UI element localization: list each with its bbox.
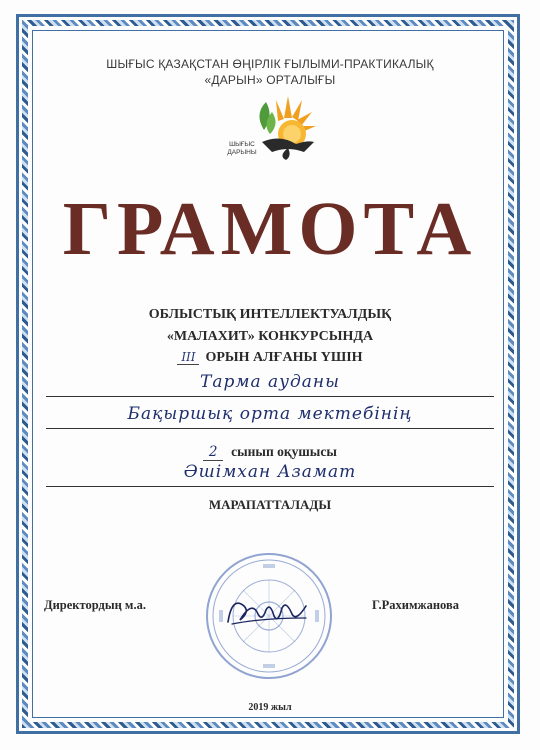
organization-line-1: ШЫҒЫС ҚАЗАҚСТАН ӨҢІРЛІК ҒЫЛЫМИ-ПРАКТИКАЛЫҚ — [106, 57, 434, 71]
contest-line-1: ОБЛЫСТЫҚ ИНТЕЛЛЕКТУАЛДЫҚ — [148, 307, 392, 322]
grade-text: сынып оқушысы — [231, 444, 337, 459]
district-underline — [46, 396, 494, 397]
contest-line-2: «МАЛАХИТ» КОНКУРСЫНДА — [166, 329, 374, 344]
issue-year: 2019 жыл — [248, 702, 292, 713]
place-row — [0, 350, 540, 366]
district-handwritten: Тарма ауданы — [200, 372, 340, 392]
organization-line-2: «ДАРЫН» ОРТАЛЫҒЫ — [204, 73, 336, 87]
school-handwritten: Бақыршық орта мектебінің — [127, 404, 413, 424]
student-underline — [46, 486, 494, 487]
grade-row — [0, 444, 540, 461]
director-name: Г.Рахимжанова — [372, 598, 459, 612]
director-label: Директордың м.а. — [44, 598, 146, 612]
school-underline — [46, 428, 494, 429]
logo-caption — [216, 141, 268, 157]
organization-name — [0, 56, 540, 88]
award-text: МАРАПАТТАЛАДЫ — [208, 497, 332, 512]
logo-caption-line-1: ШЫҒЫС — [229, 141, 255, 148]
place-value-handwritten: III — [177, 350, 199, 365]
certificate-title: ГРАМОТА — [62, 187, 478, 271]
grade-value-handwritten: 2 — [203, 444, 223, 461]
logo-caption-line-2: ДАРЫНЫ — [227, 149, 257, 156]
student-name-handwritten: Әшімхан Азамат — [183, 462, 357, 482]
place-text: ОРЫН АЛҒАНЫ ҮШІН — [205, 350, 363, 365]
director-signature-icon — [222, 588, 312, 634]
